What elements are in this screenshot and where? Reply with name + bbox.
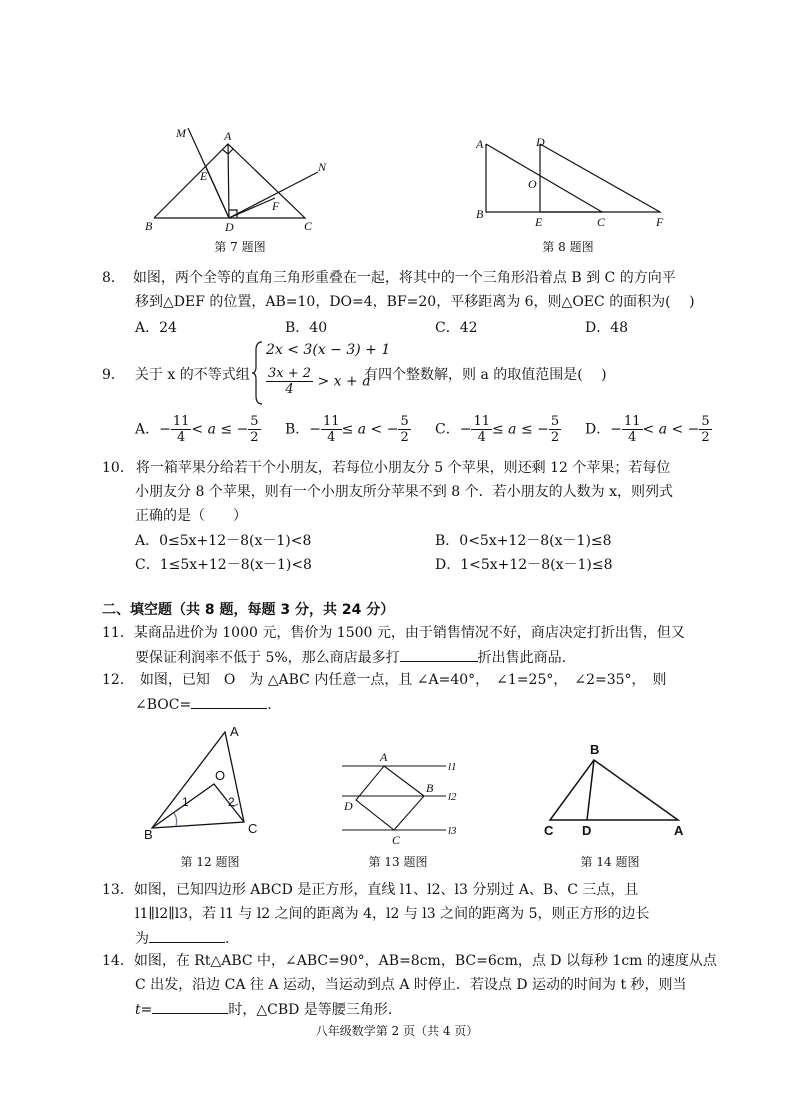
label-c: C <box>392 833 401 847</box>
figure-12 <box>140 722 270 842</box>
label-e: E <box>200 169 208 183</box>
section-2-heading: 二、填空题（共 8 题，每题 3 分，共 24 分） <box>102 602 395 618</box>
label-a: A <box>230 724 239 739</box>
question-text-line2b: . <box>267 697 272 713</box>
label-a: A <box>476 137 484 151</box>
label-c: C <box>304 219 313 233</box>
triangle-abc <box>486 144 602 212</box>
triangle-abc <box>154 144 305 218</box>
label-d: D <box>225 220 234 234</box>
question-text-line3b: . <box>225 931 230 947</box>
label-d: D <box>536 135 545 149</box>
question-number: 14． <box>102 953 134 969</box>
figure-7 <box>140 122 350 234</box>
caption-fig12: 第 12 题图 <box>180 855 240 869</box>
question-text-line3b: 时，△CBD 是等腰三角形. <box>228 1002 393 1018</box>
option-d[interactable]: D．48 <box>585 320 629 336</box>
answer-blank[interactable] <box>191 694 267 709</box>
label-a: A <box>224 129 232 143</box>
brace-icon <box>252 340 264 406</box>
ineq2-numerator: 3x + 2 <box>268 366 312 381</box>
option-d[interactable]: D．− $\frac{11}{4}$ < a < − $\frac{5}{2}$ <box>585 414 710 445</box>
option-a[interactable]: A．24 <box>135 320 177 336</box>
question-text-line1: 如图，已知四边形 ABCD 是正方形，直线 l1、l2、l3 分别过 A、B、C 三点，且 <box>133 882 639 898</box>
option-a[interactable]: A．− $\frac{11}{4}$ < a ≤ − $\frac{5}{2}$ <box>135 414 259 445</box>
caption-fig8: 第 8 题图 <box>542 240 594 254</box>
label-o: O <box>528 177 537 191</box>
caption-fig7: 第 7 题图 <box>214 240 266 254</box>
question-10 <box>102 458 722 578</box>
question-text-line3: 正确的是（ ） <box>135 508 247 524</box>
question-number: 13． <box>102 882 134 898</box>
label-l2: l2 <box>448 791 457 803</box>
figure-8 <box>470 132 670 232</box>
option-a[interactable]: A．0≤5x+12－8(x－1)<8 <box>135 533 312 549</box>
question-number: 12． <box>102 672 134 688</box>
question-text-line2b: 折出售此商品. <box>477 650 567 666</box>
label-b: B <box>476 207 484 221</box>
answer-blank[interactable] <box>152 999 228 1014</box>
label-1: 1 <box>182 795 189 809</box>
page-footer: 八年级数学第 2 页（共 4 页） <box>315 1024 479 1038</box>
question-text-line3a: 为 <box>135 931 149 947</box>
question-number: 11． <box>102 625 134 641</box>
question-text-line1: 将一箱苹果分给若干个小朋友，若每位小朋友分 5 个苹果，则还剩 12 个苹果；若每位 <box>135 460 671 476</box>
answer-blank[interactable] <box>400 647 478 662</box>
question-text-line2a: ∠BOC= <box>135 697 192 713</box>
caption-fig13: 第 13 题图 <box>368 855 428 869</box>
label-b: B <box>145 219 153 233</box>
label-c: C <box>597 215 606 229</box>
ineq2-rest: > x + a <box>317 373 371 390</box>
label-b: B <box>144 827 153 842</box>
option-b[interactable]: B．− $\frac{11}{4}$ ≤ a < − $\frac{5}{2}$ <box>285 414 409 445</box>
label-m: M <box>176 126 186 140</box>
label-l1: l1 <box>448 761 457 773</box>
label-c: C <box>248 821 258 836</box>
question-text-line1: 某商品进价为 1000 元，售价为 1500 元，由于销售情况不好，商店决定打折出售，但又 <box>133 625 685 641</box>
option-b[interactable]: B．40 <box>285 320 328 336</box>
label-e: E <box>535 215 543 229</box>
label-n: N <box>318 160 327 174</box>
question-text-line2: 小朋友分 8 个苹果，则有一个小朋友所分苹果不到 8 个．若小朋友的人数为 x，则列式 <box>135 484 673 500</box>
option-d[interactable]: D．1<5x+12－8(x－1)≤8 <box>435 557 613 573</box>
question-suffix: 有四个整数解，则 a 的取值范围是( ) <box>364 367 607 383</box>
question-number: 8． <box>102 270 125 286</box>
label-a: A <box>674 823 684 838</box>
question-text-line2: 移到△DEF 的位置，AB=10，DO=4，BF=20，平移距离为 6，则△OEC 的面积为( ) <box>135 294 695 310</box>
inequality-1: 2x < 3(x − 3) + 1 <box>266 342 391 358</box>
question-text-line2a: 要保证利润率不低于 5%，那么商店最多打 <box>135 650 400 666</box>
question-text-line2: C 出发，沿边 CA 往 A 运动，当运动到点 A 时停止．若设点 D 运动的时间为 t 秒，则当 <box>135 977 687 993</box>
option-c[interactable]: C．42 <box>435 320 478 336</box>
label-o: O <box>215 768 226 783</box>
inequality-2 <box>266 366 371 397</box>
triangle-abc <box>550 760 678 820</box>
label-d: D <box>344 799 353 813</box>
label-b: B <box>426 781 434 795</box>
label-d: D <box>582 823 592 838</box>
answer-blank[interactable] <box>149 928 225 943</box>
ray-m <box>188 128 229 218</box>
question-text-line2: l1∥l2∥l3，若 l1 与 l2 之间的距离为 4，l2 与 l3 之间的距离为 5，则正方形的边长 <box>135 906 650 922</box>
ineq2-denominator: 4 <box>285 382 294 397</box>
triangle-def <box>540 144 660 212</box>
option-c[interactable]: C．1≤5x+12－8(x－1)<8 <box>135 557 312 573</box>
question-11 <box>102 623 722 671</box>
question-9 <box>102 340 722 460</box>
question-number: 10． <box>102 460 134 476</box>
question-text-line3a: t= <box>135 1002 153 1018</box>
question-13 <box>102 880 722 952</box>
question-text-line1: 如图，在 Rt△ABC 中，∠ABC=90°，AB=8cm，BC=6cm，点 D 以每秒 1cm 的速度从点 <box>133 953 717 969</box>
label-2: 2 <box>228 795 235 809</box>
figure-13 <box>338 748 468 848</box>
figure-14 <box>538 740 688 838</box>
label-l3: l3 <box>448 825 457 837</box>
question-8 <box>102 268 722 338</box>
square-abcd <box>356 766 424 830</box>
caption-fig14: 第 14 题图 <box>580 855 640 869</box>
question-text-line1: 如图，两个全等的直角三角形重叠在一起，将其中的一个三角形沿着点 B 到 C 的方向平 <box>132 270 676 286</box>
question-14 <box>102 951 722 1023</box>
label-f: F <box>272 199 280 213</box>
label-c: C <box>544 823 554 838</box>
segment-ad <box>228 144 229 218</box>
option-b[interactable]: B．0<5x+12－8(x－1)≤8 <box>435 533 612 549</box>
question-text-line1: 如图，已知 O 为 △ABC 内任意一点，且 ∠A=40°， ∠1=25°， ∠2=35°， 则 <box>139 672 667 688</box>
triangle-abc <box>152 732 244 828</box>
question-prefix: 关于 x 的不等式组 <box>134 367 250 383</box>
option-c[interactable]: C．− $\frac{11}{4}$ ≤ a ≤ − $\frac{5}{2}$ <box>435 414 560 445</box>
label-b: B <box>590 742 600 757</box>
question-12 <box>102 670 722 718</box>
question-number: 9． <box>102 367 125 383</box>
label-f: F <box>656 215 664 229</box>
label-a: A <box>380 750 388 764</box>
